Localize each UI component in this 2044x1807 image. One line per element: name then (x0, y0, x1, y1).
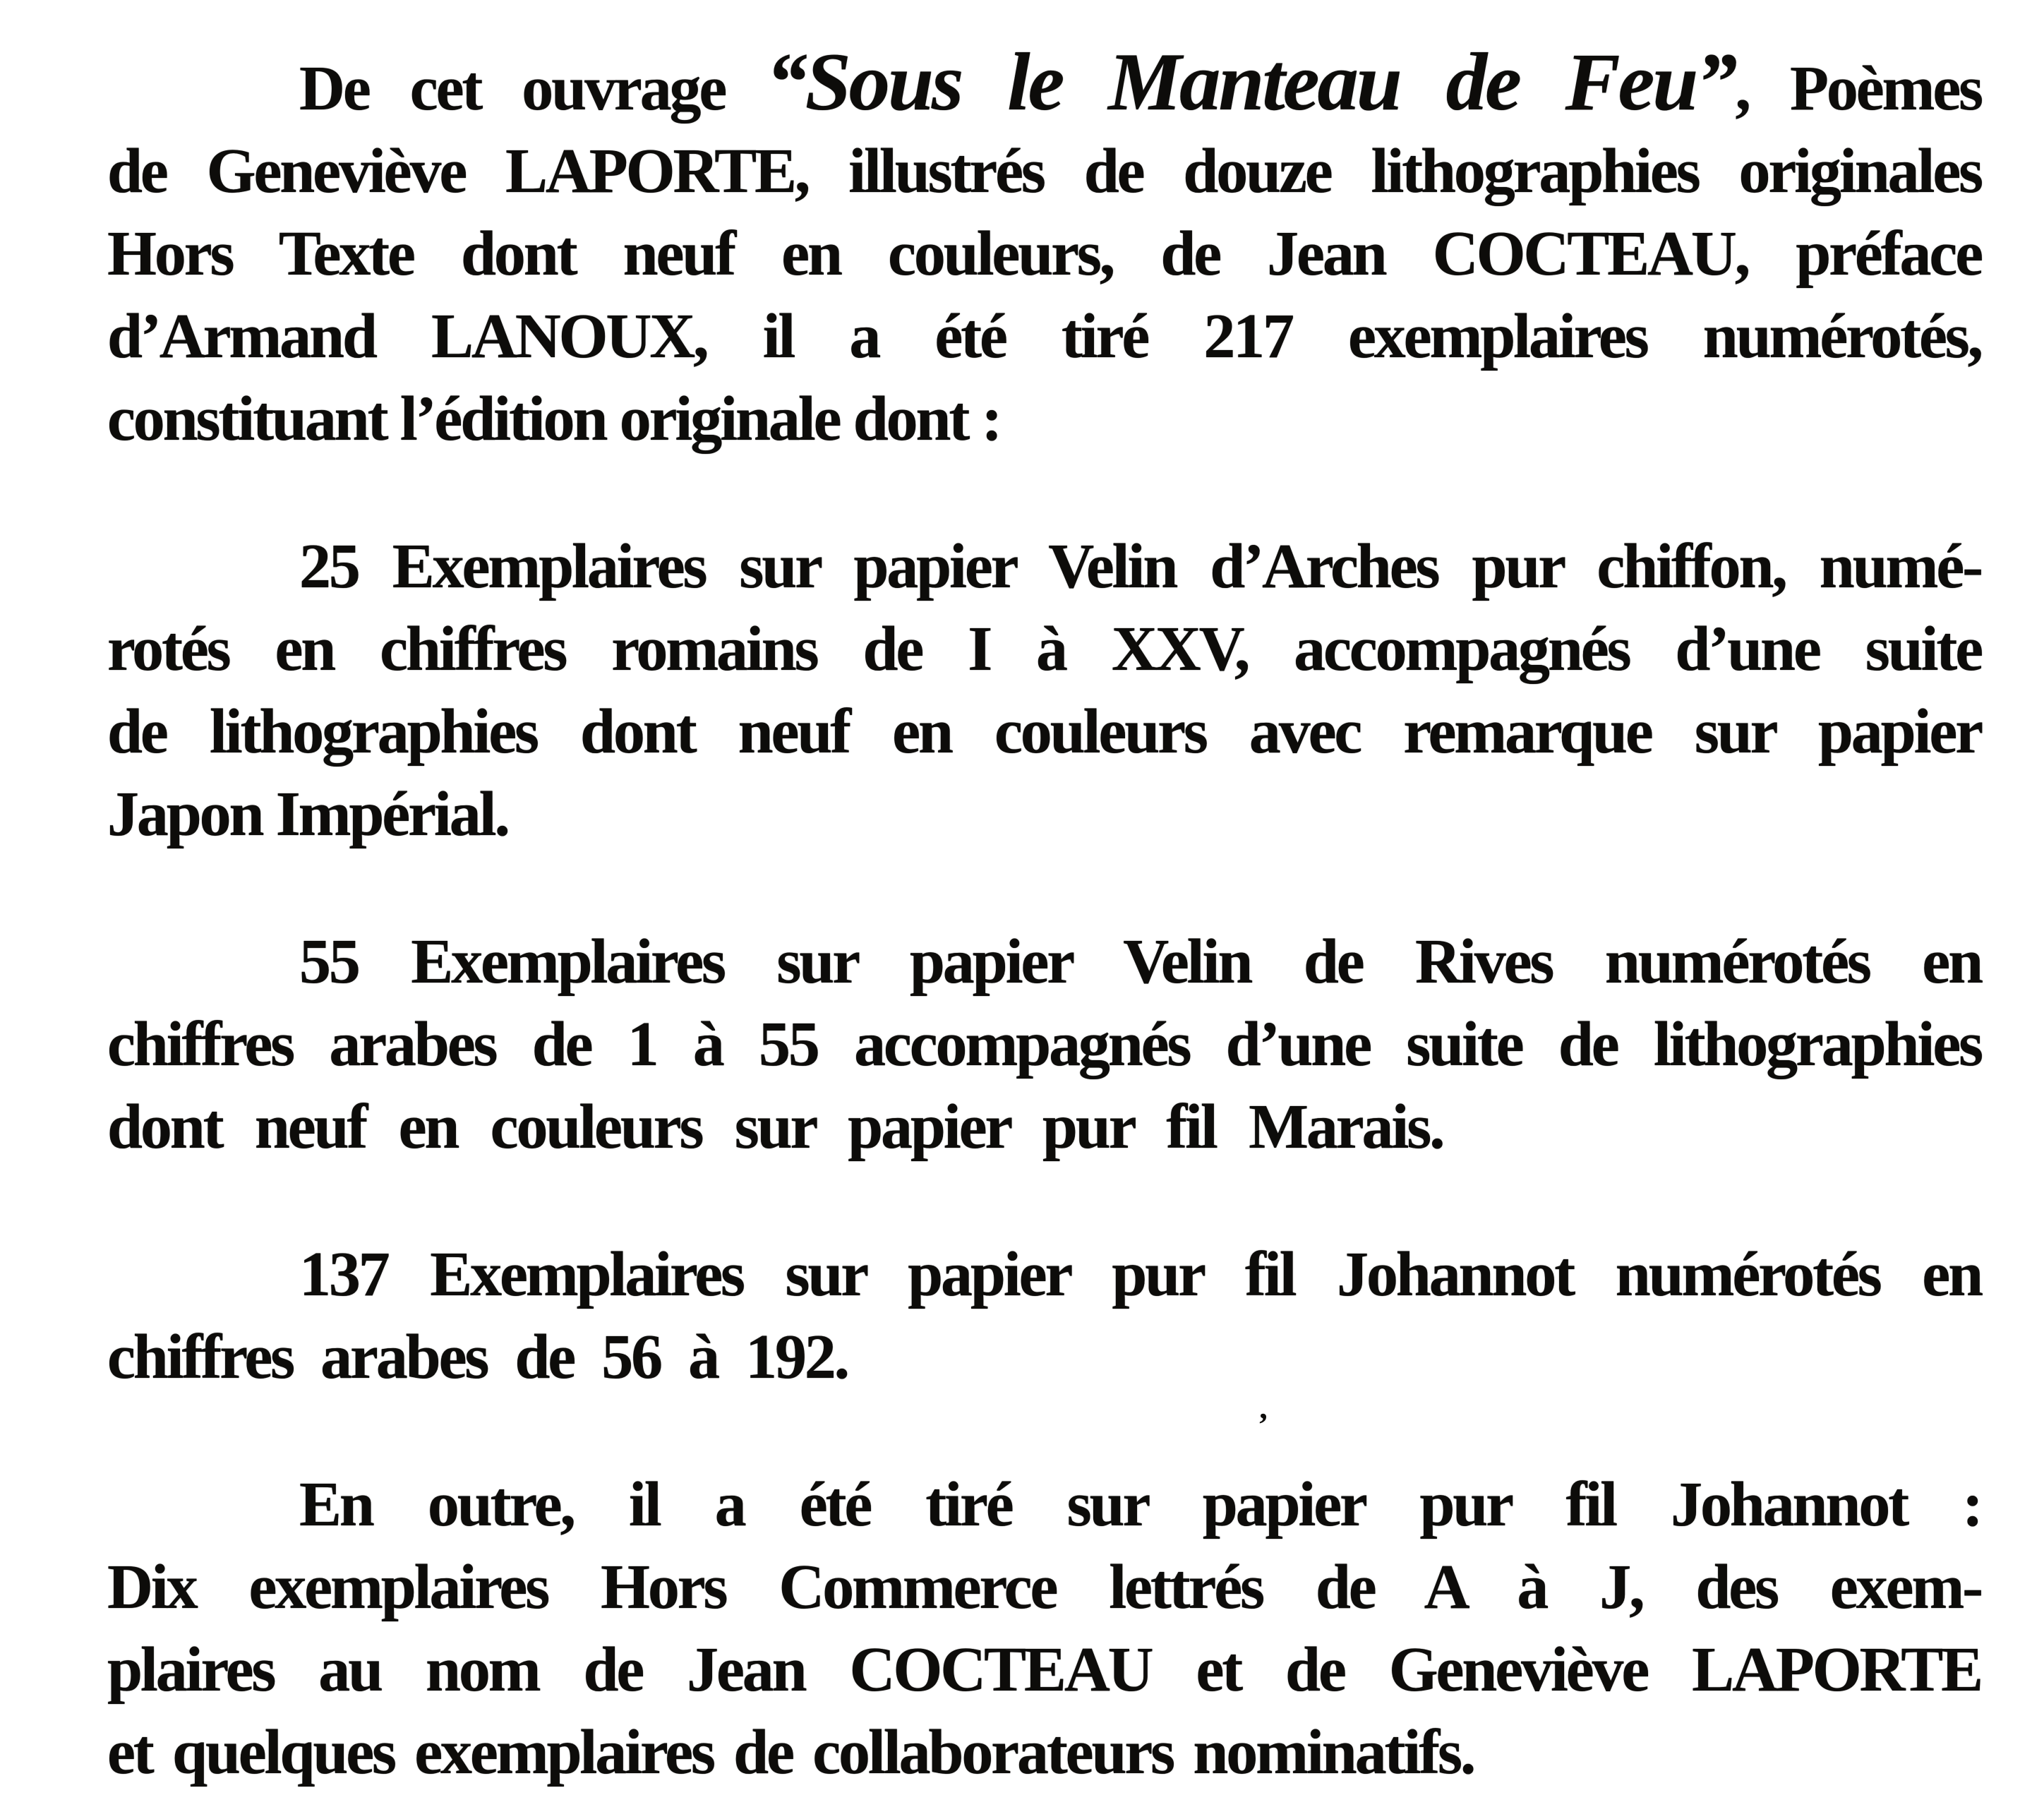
text-line: 137 Exemplaires sur papier pur fil Johannot numérotés en (299, 1239, 1981, 1309)
text-line: En outre, il a été tiré sur papier pur fil Johannot : (299, 1470, 1981, 1539)
text-line: rotés en chiffres romains de I à XXV, accompagnés d’une suite (107, 614, 1981, 684)
intro-text-post: , Poèmes (1735, 54, 1981, 124)
text-line: 55 Exemplaires sur papier Velin de Rives numérotés en (299, 927, 1981, 997)
paragraph-intro (107, 37, 1981, 460)
text-line: d’Armand LANOUX, il a été tiré 217 exemplaires numérotés, (107, 301, 1981, 371)
text-line: de Geneviève LAPORTE, illustrés de douze lithographies originales (107, 136, 1981, 206)
text-line: constituant l’édition originale dont : (107, 384, 1001, 454)
text-line: chiffres arabes de 1 à 55 accompagnés d’une suite de lithographies (107, 1009, 1981, 1079)
page-scan (107, 37, 1981, 1794)
text-line: 25 Exemplaires sur papier Velin d’Arches pur chiffon, numé- (299, 532, 1981, 601)
text-line: de lithographies dont neuf en couleurs avec remarque sur papier (107, 697, 1981, 767)
text-line: plaires au nom de Jean COCTEAU et de Geneviève LAPORTE (107, 1635, 1981, 1705)
book-title: “Sous le Manteau de Feu” (766, 37, 1736, 128)
text-line: et quelques exemplaires de collaborateurs nominatifs. (107, 1717, 1474, 1787)
intro-text-pre: De cet ouvrage (299, 54, 766, 124)
text-line: Dix exemplaires Hors Commerce lettrés de A à J, des exem- (107, 1552, 1981, 1622)
paragraph-25-exemplaires (107, 525, 1981, 856)
paragraph-137-exemplaires (107, 1233, 1981, 1398)
paragraph-hors-commerce (107, 1463, 1981, 1794)
text-line: Hors Texte dont neuf en couleurs, de Jean COCTEAU, préface (107, 219, 1981, 289)
text-line: Japon Impérial. (107, 779, 508, 849)
paragraph-55-exemplaires (107, 920, 1981, 1168)
ink-speck: ’ (1258, 1406, 1269, 1442)
text-line: chiffres arabes de 56 à 192. (107, 1322, 848, 1392)
text-line: dont neuf en couleurs sur papier pur fil Marais. (107, 1092, 1443, 1162)
text-line (107, 37, 1981, 130)
